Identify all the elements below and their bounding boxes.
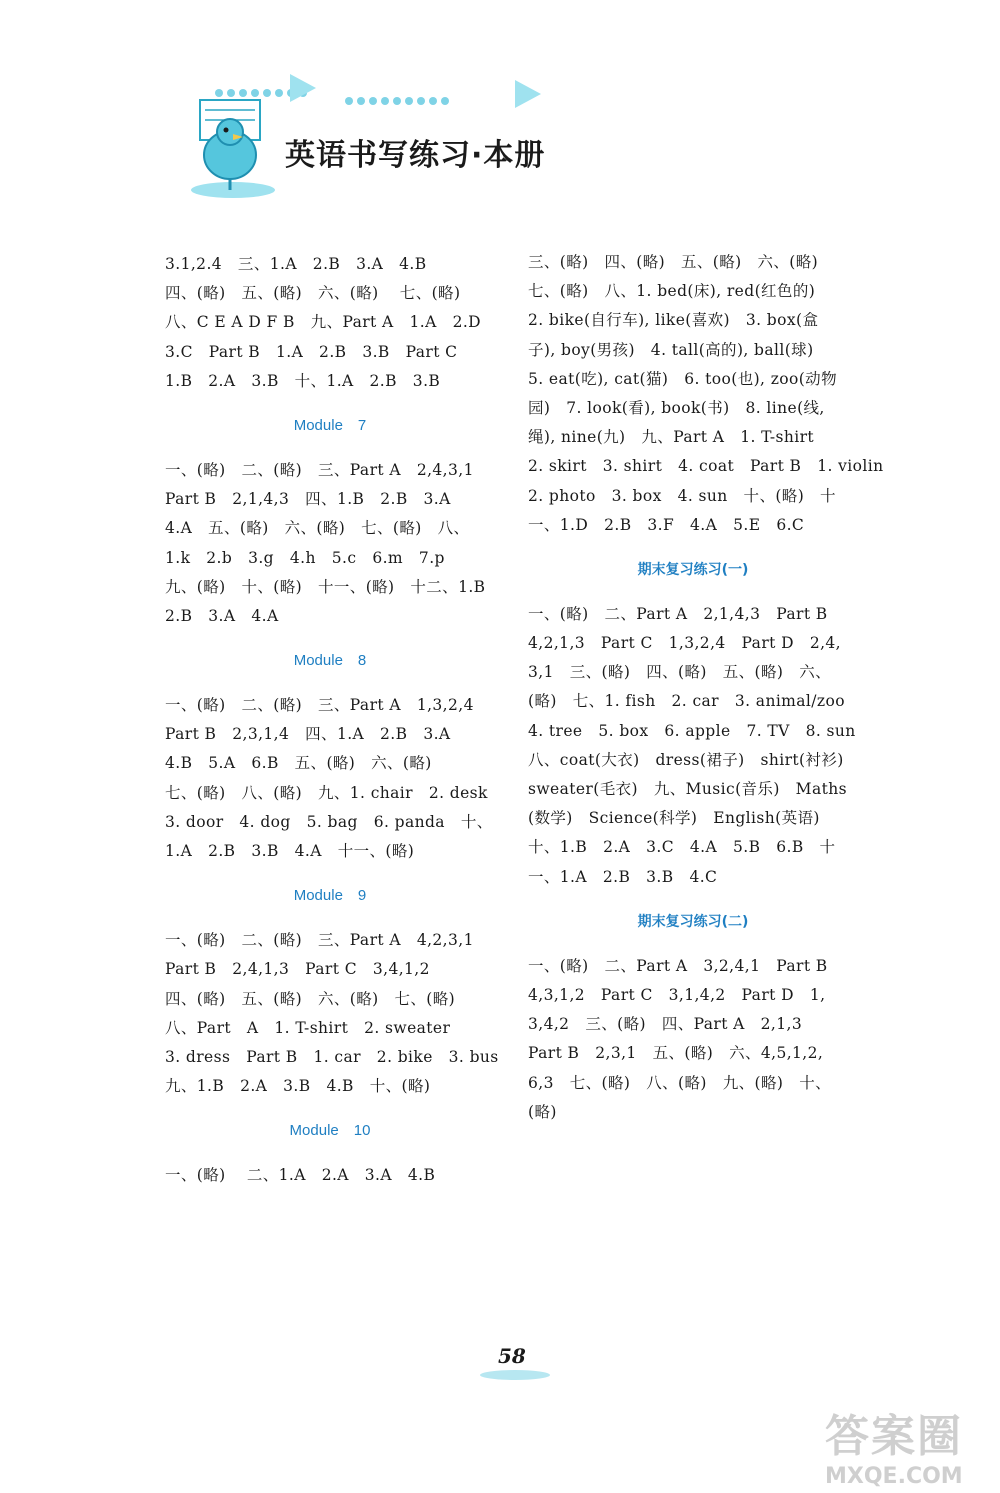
page-header [185, 60, 565, 210]
page-number-badge [470, 1330, 560, 1390]
answer-line: 一、(略) 二、(略) 三、Part A 4,2,3,1 [165, 931, 474, 950]
answer-line: 4,3,1,2 Part C 3,1,4,2 Part D 1, [528, 985, 826, 1004]
answer-line: 2. photo 3. box 4. sun 十、(略) 十 [528, 486, 836, 505]
answer-line: 一、(略) 二、(略) 三、Part A 1,3,2,4 [165, 696, 474, 715]
watermark [825, 1400, 995, 1490]
answer-line: 4,2,1,3 Part C 1,3,2,4 Part D 2,4, [528, 634, 841, 653]
answer-line: 八、Part A 1. T-shirt 2. sweater [165, 1018, 451, 1037]
answer-line: 七、(略) 八、(略) 九、1. chair 2. desk [165, 783, 488, 802]
answer-line: 5. eat(吃), cat(猫) 6. too(也), zoo(动物 [528, 369, 837, 388]
decorative-dots-2 [345, 90, 453, 102]
answer-line: 八、C E A D F B 九、Part A 1.A 2.D [165, 313, 482, 332]
answer-line: (略) [528, 1102, 557, 1121]
answer-line: 3,4,2 三、(略) 四、Part A 2,1,3 [528, 1015, 803, 1034]
answer-line: (数学) Science(科学) English(英语) [528, 809, 820, 828]
answer-line: 3.C Part B 1.A 2.B 3.B Part C [165, 342, 458, 361]
section-heading: Module 10 [289, 1122, 371, 1140]
page-number: 58 [498, 1344, 526, 1368]
answer-line: Part B 2,3,1 五、(略) 六、4,5,1,2, [528, 1044, 824, 1063]
section-heading: Module 9 [293, 887, 367, 905]
answer-line: 1.B 2.A 3.B 十、1.A 2.B 3.B [165, 371, 441, 390]
answer-line: 九、(略) 十、(略) 十一、(略) 十二、1.B [165, 577, 486, 596]
answer-line: sweater(毛衣) 九、Music(音乐) Maths [528, 780, 847, 798]
arrow-icon-2 [515, 80, 541, 108]
answer-line: (略) 七、1. fish 2. car 3. animal/zoo [528, 692, 845, 711]
answer-line: 一、(略) 二、(略) 三、Part A 2,4,3,1 [165, 460, 474, 479]
header-title: 英语书写练习·本册 [285, 138, 546, 173]
answer-line: Part B 2,1,4,3 四、1.B 2.B 3.A [165, 490, 451, 509]
left-answer-column [165, 250, 499, 1191]
bird-mascot-icon [185, 90, 275, 200]
section-heading: 期末复习练习(一) [637, 561, 749, 578]
answer-line: 4. tree 5. box 6. apple 7. TV 8. sun [528, 721, 856, 740]
section-heading: Module 7 [293, 416, 367, 434]
answer-line: 四、(略) 五、(略) 六、(略) 七、(略) [165, 989, 456, 1008]
answer-line: 园) 7. look(看), book(书) 8. line(线, [528, 398, 825, 417]
answer-line: 4.B 5.A 6.B 五、(略) 六、(略) [165, 754, 432, 773]
answer-line: 十、1.B 2.A 3.C 4.A 5.B 6.B 十 [528, 838, 836, 857]
right-answer-column [528, 248, 884, 1127]
answer-line: Part B 2,3,1,4 四、1.A 2.B 3.A [165, 725, 451, 744]
answer-line: 三、(略) 四、(略) 五、(略) 六、(略) [528, 253, 819, 271]
answer-line: 四、(略) 五、(略) 六、(略) 七、(略) [165, 284, 461, 303]
answer-line: 一、(略) 二、Part A 3,2,4,1 Part B [528, 956, 828, 975]
answer-line: 1.k 2.b 3.g 4.h 5.c 6.m 7.p [165, 548, 445, 567]
answer-line: 一、(略) 二、1.A 2.A 3.A 4.B [165, 1166, 436, 1185]
answer-line: 2.B 3.A 4.A [165, 606, 279, 625]
answer-line: 6,3 七、(略) 八、(略) 九、(略) 十、 [528, 1073, 832, 1092]
answer-line: 一、1.A 2.B 3.B 4.C [528, 867, 718, 886]
answer-line: 3.1,2.4 三、1.A 2.B 3.A 4.B [165, 255, 427, 273]
section-heading: 期末复习练习(二) [637, 913, 749, 930]
arrow-icon [290, 74, 316, 102]
answer-line: 子), boy(男孩) 4. tall(高的), ball(球) [528, 340, 814, 359]
answer-line: 九、1.B 2.A 3.B 4.B 十、(略) [165, 1077, 431, 1096]
answer-line: 3,1 三、(略) 四、(略) 五、(略) 六、 [528, 663, 832, 682]
answer-line: Part B 2,4,1,3 Part C 3,4,1,2 [165, 960, 430, 979]
watermark-logo-text: 答案圈 [825, 1411, 963, 1462]
answer-line: 2. skirt 3. shirt 4. coat Part B 1. violin [528, 457, 884, 476]
answer-line: 一、1.D 2.B 3.F 4.A 5.E 6.C [528, 515, 805, 534]
answer-line: 2. bike(自行车), like(喜欢) 3. box(盒 [528, 311, 819, 330]
page-number-swoosh [480, 1370, 550, 1380]
watermark-url: MXQE.COM [825, 1464, 963, 1489]
answer-line: 3. dress Part B 1. car 2. bike 3. bus [165, 1047, 499, 1066]
answer-line: 八、coat(大衣) dress(裙子) shirt(衬衫) [528, 750, 844, 769]
answer-line: 七、(略) 八、1. bed(床), red(红色的) [528, 282, 816, 301]
section-heading: Module 8 [293, 652, 367, 670]
answer-line: 3. door 4. dog 5. bag 6. panda 十、 [165, 812, 493, 831]
answer-line: 4.A 五、(略) 六、(略) 七、(略) 八、 [165, 519, 470, 538]
answer-line: 1.A 2.B 3.B 4.A 十一、(略) [165, 842, 415, 860]
answer-line: 绳), nine(九) 九、Part A 1. T-shirt [528, 428, 815, 447]
answer-line: 一、(略) 二、Part A 2,1,4,3 Part B [528, 604, 828, 623]
